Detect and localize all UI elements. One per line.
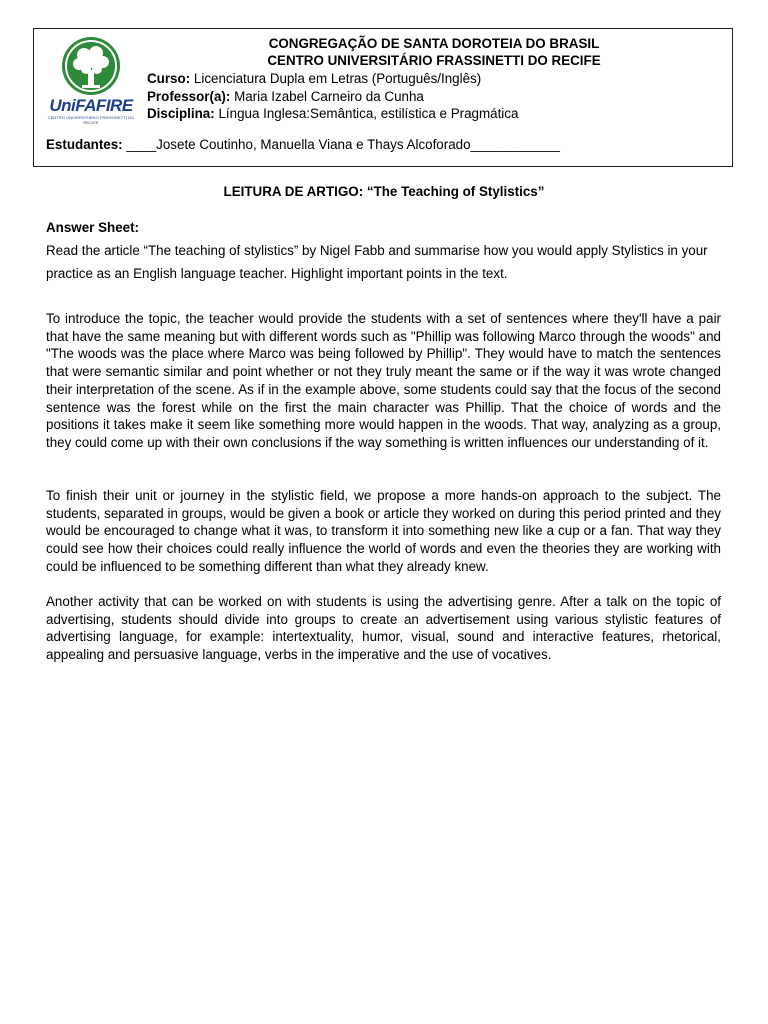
students-label: Estudantes: (46, 137, 123, 152)
discipline-value: Língua Inglesa:Semântica, estilística e Pragmática (218, 106, 519, 121)
institution-line-1: CONGREGAÇÃO DE SANTA DOROTEIA DO BRASIL (268, 36, 600, 51)
students-row (46, 136, 560, 153)
students-value: ____Josete Coutinho, Manuella Viana e Thays Alcoforado____________ (126, 137, 560, 152)
header-box (33, 28, 733, 167)
course-value: Licenciatura Dupla em Letras (Português/Inglês) (193, 71, 482, 86)
course-label: Curso: (147, 71, 191, 86)
discipline-row (147, 105, 518, 122)
answer-sheet-label: Answer Sheet: (46, 220, 140, 235)
answer-paragraph: Another activity that can be worked on with students is using the advertising genre. After a talk on the topic of advertising, students should divide into groups to create an advertisement using various stylistic features of advertising language, for example: intertextuality, humor, visual, sound and interactive features, rhetorical, appealing and persuasive language, verbs in the imperative and the use of vocatives. (46, 594, 721, 663)
institution-line-2: CENTRO UNIVERSITÁRIO FRASSINETTI DO RECIFE (267, 53, 601, 68)
document-title: LEITURA DE ARTIGO: “The Teaching of Stylistics” (223, 184, 545, 199)
professor-label: Professor(a): (147, 89, 231, 104)
tree-logo-icon (44, 37, 138, 97)
unifafire-logo (44, 37, 138, 125)
logo-subtext: CENTRO UNIVERSITÁRIO FRASSINETTI DO RECIFE (47, 115, 135, 125)
discipline-label: Disciplina: (147, 106, 215, 121)
answer-paragraph: To introduce the topic, the teacher would provide the students with a set of sentences where they'll have a pair that have the same meaning but with different words such as "Phillip was following Marco through the woods" and "The woods was the place where Marco was being followed by Phillip". They would have to match the sentences that were semantic similar and point whether or not they truly meant the same or if the way it was wrote changed their interpretation of the scene. As if in the example above, some students could say that the focus of the second sentence was the forest while on the first the main character was Phillip. That the choice of words and the positions it takes make it seem like something more would happen in the woods. That way, analyzing as a group, they could come up with their own conclusions if the way something is written influences our understanding of it. (46, 311, 721, 450)
course-row (147, 70, 481, 87)
logo-wordmark: UniFAFIRE (49, 96, 133, 115)
professor-value: Maria Izabel Carneiro da Cunha (234, 89, 424, 104)
assignment-instructions: Read the article “The teaching of stylistics” by Nigel Fabb and summarise how you would apply Stylistics in your practice as an English language teacher. Highlight important points in the text. (46, 243, 708, 281)
professor-row (147, 88, 424, 105)
answer-paragraph: To finish their unit or journey in the stylistic field, we propose a more hands-on approach to the subject. The students, separated in groups, would be given a book or article they worked on during this period printed and they would be encouraged to change what it was, to transform it into something new like a cup or a fan. That way they could see how their choices could really influence the world of words and even the theories they are working with could be influenced to be something different than what they already knew. (46, 488, 721, 574)
